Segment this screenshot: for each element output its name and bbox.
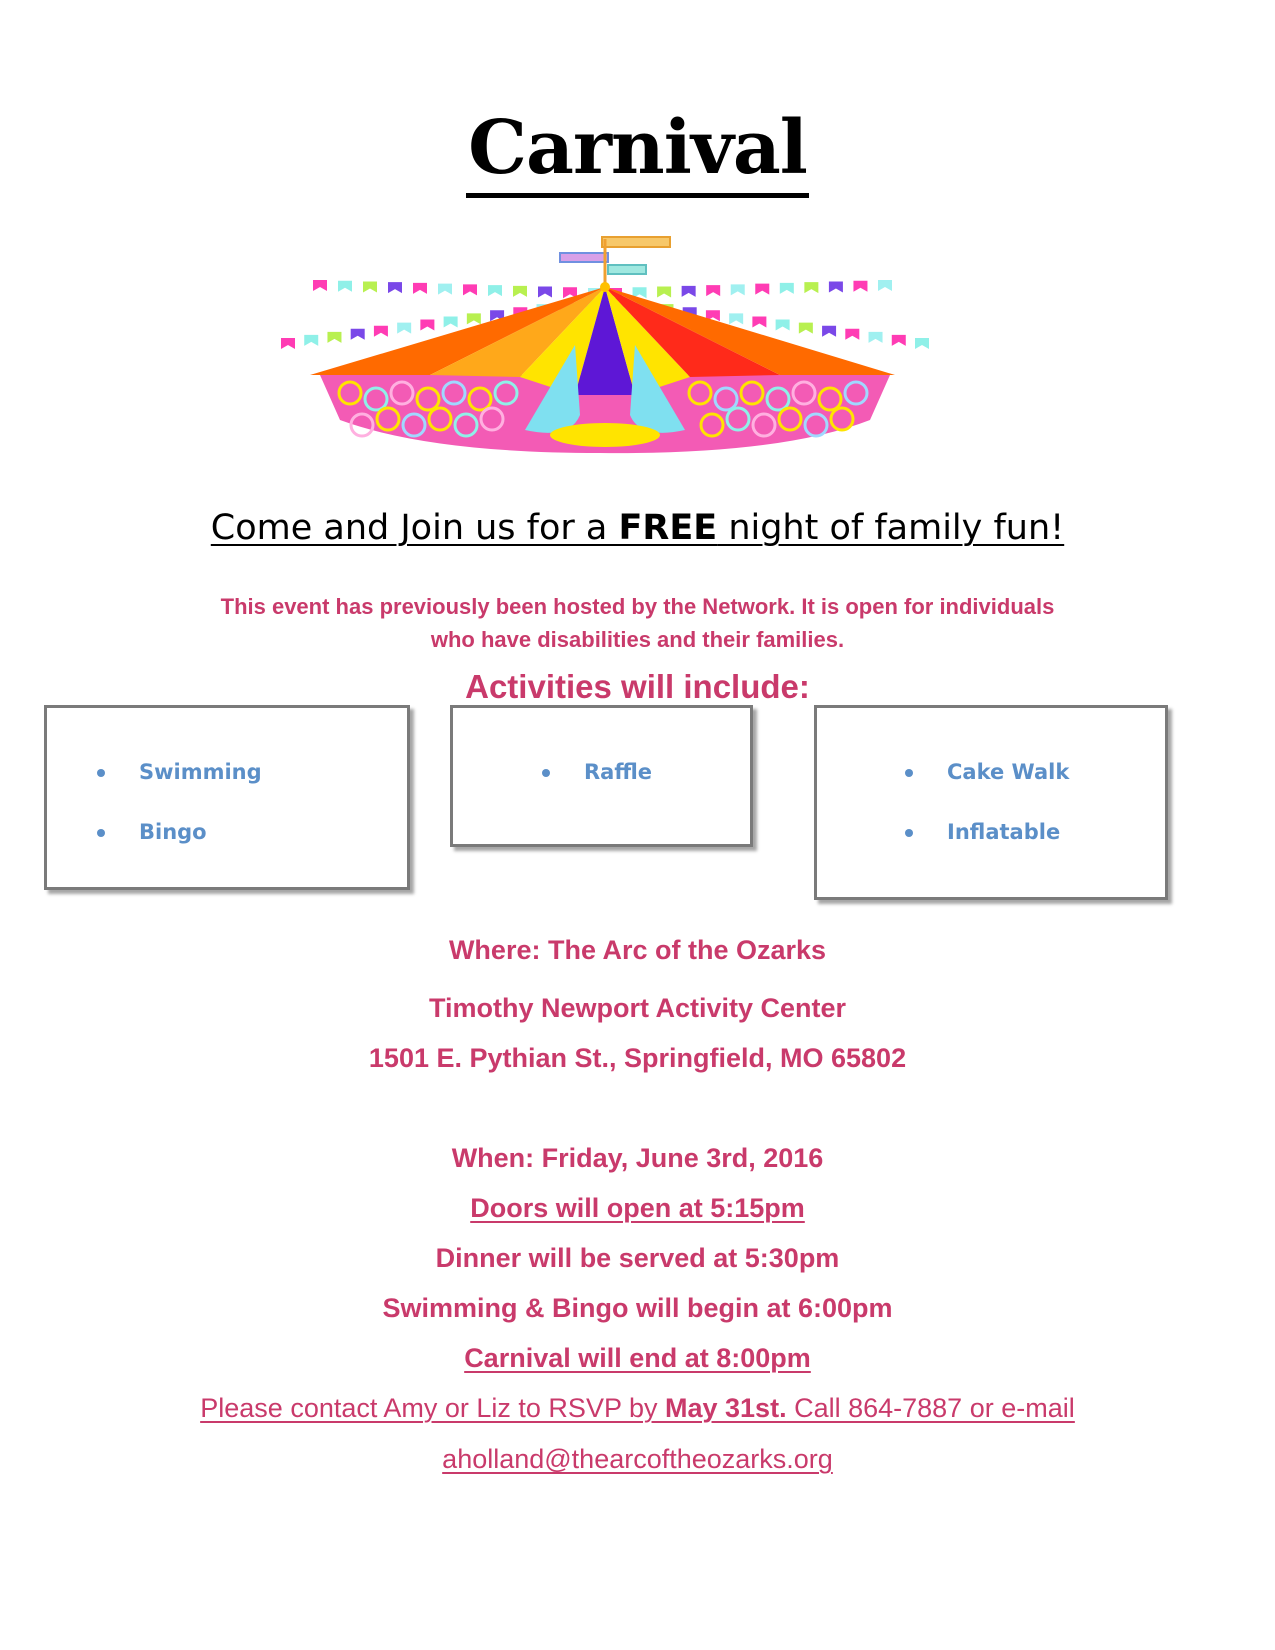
contact-email-row xyxy=(0,1444,1275,1475)
where-line: Where: The Arc of the Ozarks xyxy=(448,935,827,965)
bullet-icon xyxy=(905,829,913,837)
tagline-before: Come and Join us for a xyxy=(210,508,619,548)
list-item: Raffle xyxy=(542,742,652,802)
list-item: Swimming xyxy=(97,742,262,802)
rsvp-date: May 31st. xyxy=(665,1393,787,1423)
venue-address: 1501 E. Pythian St., Springfield, MO 65802 xyxy=(368,1043,907,1073)
list-item: Inflatable xyxy=(905,802,1069,862)
dinner-time: Dinner will be served at 5:30pm xyxy=(435,1243,840,1273)
intro-line-2: who have disabilities and their families. xyxy=(430,627,845,652)
when-line: When: Friday, June 3rd, 2016 xyxy=(451,1143,824,1173)
activity-list-2 xyxy=(542,742,652,802)
page-title xyxy=(0,105,1275,191)
bullet-icon xyxy=(905,769,913,777)
title-text: Carnival xyxy=(466,105,809,198)
end-time: Carnival will end at 8:00pm xyxy=(464,1343,811,1373)
intro-text xyxy=(0,590,1275,656)
contact-email-link[interactable]: aholland@thearcoftheozarks.org xyxy=(442,1444,833,1474)
bullet-icon xyxy=(97,829,105,837)
contact-line xyxy=(0,1393,1275,1424)
swim-bingo-time: Swimming & Bingo will begin at 6:00pm xyxy=(382,1293,893,1323)
activities-heading: Activities will include: xyxy=(465,668,810,705)
activity-box-2 xyxy=(450,705,753,847)
venue-name: Timothy Newport Activity Center xyxy=(428,993,847,1023)
bullet-icon xyxy=(97,769,105,777)
contact-before: Please contact Amy or Liz to RSVP by xyxy=(200,1393,665,1423)
activity-list-3 xyxy=(905,742,1069,862)
tagline-free: FREE xyxy=(618,508,718,548)
activity-box-3 xyxy=(814,705,1168,900)
carnival-tent-illustration xyxy=(280,225,940,465)
tagline xyxy=(0,508,1275,548)
list-item: Bingo xyxy=(97,802,262,862)
activity-list-1 xyxy=(97,742,262,862)
contact-after: Call 864-7887 or e-mail xyxy=(786,1393,1075,1423)
activity-box-1 xyxy=(44,705,410,890)
doors-time: Doors will open at 5:15pm xyxy=(470,1193,805,1223)
tagline-after: night of family fun! xyxy=(717,508,1065,548)
bullet-icon xyxy=(542,769,550,777)
list-item: Cake Walk xyxy=(905,742,1069,802)
intro-line-1: This event has previously been hosted by the Network. It is open for individuals xyxy=(220,594,1055,619)
